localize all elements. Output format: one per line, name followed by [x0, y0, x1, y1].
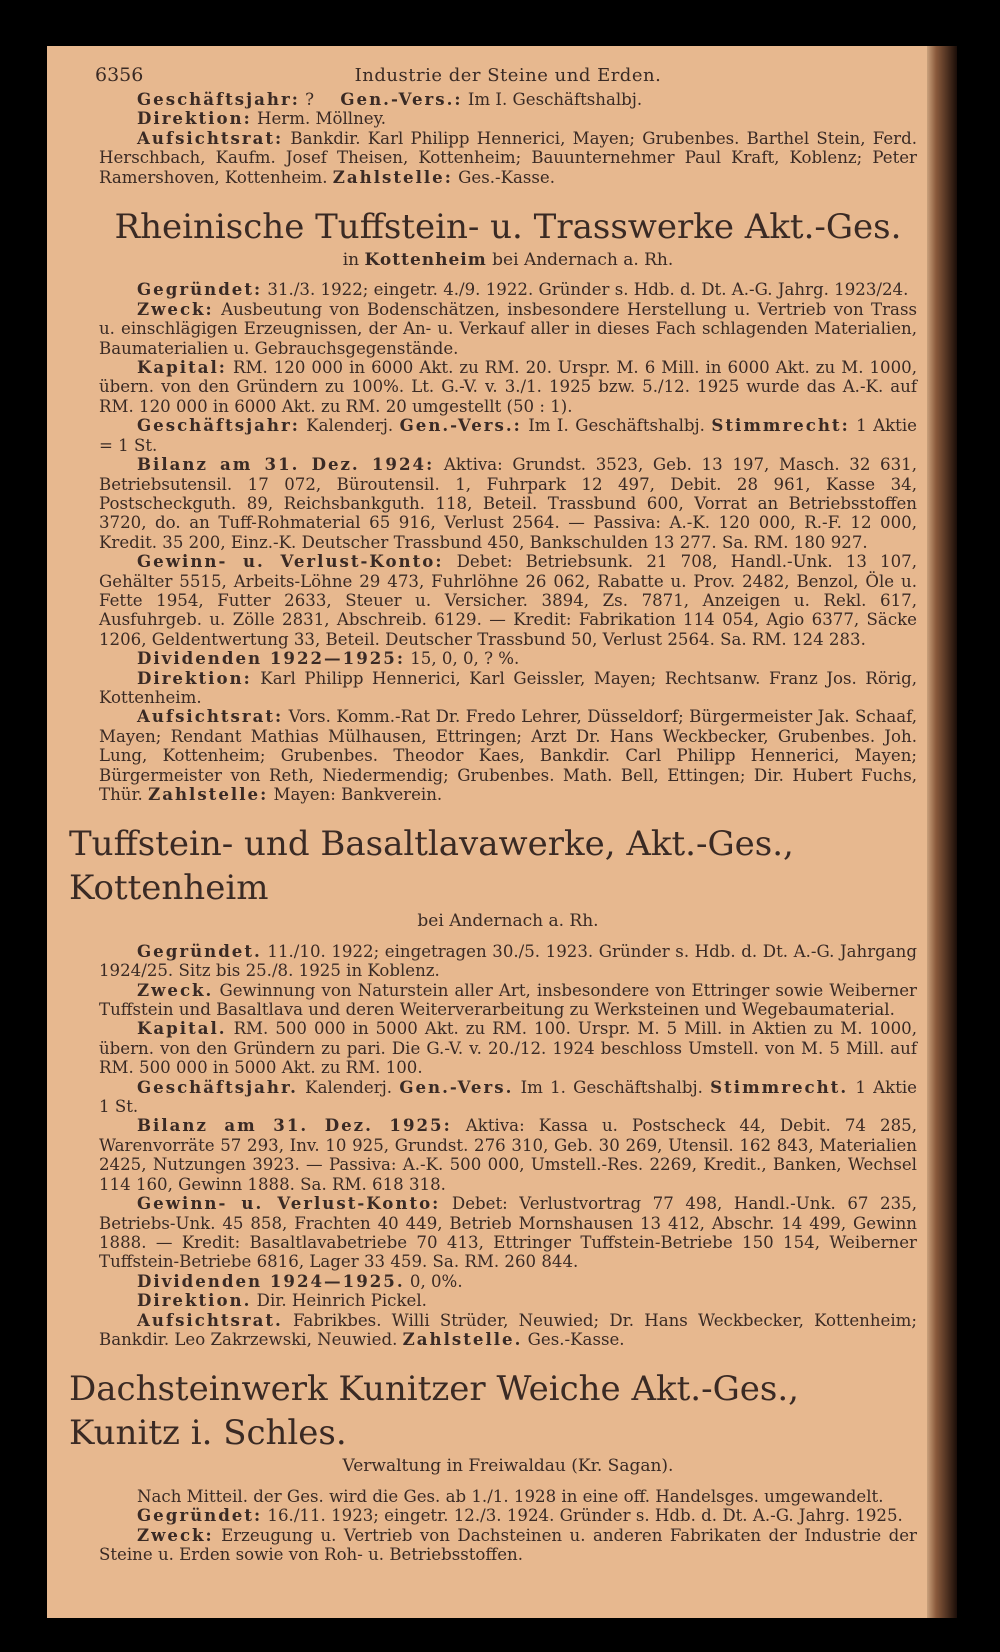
field-label: Direktion:	[137, 108, 252, 129]
field-text: Im I. Geschäftshalbj.	[462, 90, 643, 109]
entry-paragraph	[99, 942, 917, 981]
company-location	[99, 912, 917, 931]
entry-paragraph	[99, 1487, 917, 1506]
field-label: Gen.-Vers.:	[340, 89, 463, 109]
entry-paragraph	[99, 416, 917, 455]
entry-paragraph	[99, 300, 917, 358]
field-text: Ausbeutung von Bodenschätzen, insbesondere Herstellung u. Vertrieb von Trass u. einschlägigen Erzeugnissen, der An- u. Verkauf aller in dieses Fach schlagenden Materialien, Baumaterialien u. Gebrauchsgegenstände.	[99, 299, 917, 358]
field-text: Im 1. Geschäftshalbj.	[513, 1077, 711, 1097]
entry-paragraph	[99, 669, 917, 708]
field-label: Aufsichtsrat:	[137, 127, 284, 148]
field-text: 1 Aktie 1 St.	[99, 1077, 917, 1117]
field-text: Debet: Betriebsunk. 21 708, Handl.-Unk. 13 107, Gehälter 5515, Arbeits-Löhne 29 473, Fuhrlöhne 26 062, Rabatte u. Prov. 2482, Benzol, Öle u. Fette 1954, Futter 2633, Steuer u. Versicher. 3894, Zs. 7871, Anzeigen u. Rekl. 617, Ausfuhrgeb. u. Zölle 2831, Abschreib. 6129. — Kredit: Fabrikation 114 054, Agio 6377, Säcke 1206, Geldentwertung 33, Beteil. Deutscher Trassbund 50, Verlust 2564. Sa. RM. 124 283.	[99, 552, 917, 649]
field-label: Bilanz am 31. Dez. 1925:	[137, 1115, 452, 1136]
entry-paragraph	[99, 1311, 917, 1350]
field-label: Gegründet.	[137, 940, 262, 961]
field-text: 31./3. 1922; eingetr. 4./9. 1922. Gründer s. Hdb. d. Dt. A.-G. Jahrg. 1923/24.	[262, 280, 909, 300]
entry-paragraph	[99, 1194, 917, 1272]
entry-paragraph	[99, 1116, 917, 1194]
field-label: Aufsichtsrat.	[137, 1309, 283, 1330]
field-text: Ges.-Kasse.	[452, 167, 556, 187]
entry-paragraph	[99, 1019, 917, 1077]
prev-entry-line-1	[99, 90, 917, 109]
location-part: Kottenheim	[364, 250, 487, 271]
entry-paragraph	[99, 1506, 917, 1525]
field-text: Im I. Geschäftshalbj.	[521, 416, 712, 436]
location-part: bei Andernach a. Rh.	[486, 250, 674, 271]
field-label: Zahlstelle.	[402, 1328, 523, 1349]
field-label: Kapital:	[137, 357, 227, 378]
field-label: Stimmrecht:	[711, 415, 850, 436]
field-label: Zahlstelle:	[148, 784, 269, 804]
entry-paragraph	[99, 358, 917, 416]
field-text: Aktiva: Grundst. 3523, Geb. 13 197, Masch. 32 631, Betriebsutensil. 17 072, Büroutensil. 1, Fuhrpark 12 497, Debit. 28 961, Kasse 34, Postscheckguth. 89, Reichsbankguth. 118, Beteil. Trassbund 600, Vorrat an Betriebsstoffen 3720, do. an Tuff-Rohmaterial 65 916, Verlust 2564. — Passiva: A.-K. 120 000, R.-F. 12 000, Kredit. 35 200, Einz.-K. Deutscher Trassbund 450, Bankschulden 13 277. Sa. RM. 180 927.	[99, 455, 917, 552]
entry-paragraph	[99, 649, 917, 668]
field-label: Gegründet:	[137, 1505, 263, 1526]
field-text: Herm. Möllney.	[251, 109, 387, 129]
field-text: Karl Philipp Hennerici, Karl Geissler, Mayen; Rechtsanw. Franz Jos. Rörig, Kottenheim.	[99, 668, 917, 707]
page-edge-shadow	[927, 46, 957, 1618]
entry-paragraph	[99, 707, 917, 804]
field-label: Kapital.	[137, 1018, 227, 1039]
field-label: Zweck.	[137, 979, 214, 1000]
entry-paragraph	[99, 1078, 917, 1117]
field-label: Gewinn- u. Verlust-Konto:	[137, 551, 444, 572]
field-text: Erzeugung u. Vertrieb von Dachsteinen u. anderen Fabrikaten der Industrie der Steine u. Erden sowie von Roh- u. Betriebsstoffen.	[99, 1525, 917, 1564]
field-text: Mayen: Bankverein.	[268, 785, 443, 804]
field-text: 1 Aktie = 1 St.	[99, 416, 917, 455]
field-label: Geschäftsjahr:	[137, 89, 300, 109]
company-title: Dachsteinwerk Kunitzer Weiche Akt.-Ges., Kunitz i. Schles.	[69, 1369, 799, 1454]
field-label: Gewinn- u. Verlust-Konto:	[137, 1193, 441, 1214]
location-part: bei Andernach a. Rh.	[417, 911, 599, 932]
field-label: Gen.-Vers.	[399, 1076, 514, 1097]
field-label: Stimmrecht.	[710, 1076, 849, 1097]
field-text: Dir. Heinrich Pickel.	[251, 1291, 427, 1311]
field-label: Aufsichtsrat:	[137, 706, 284, 727]
location-part: Verwaltung in Freiwaldau (Kr. Sagan).	[342, 1456, 674, 1477]
field-text: 0, 0%.	[404, 1271, 463, 1291]
field-text: 16./11. 1923; eingetr. 12./3. 1924. Gründer s. Hdb. d. Dt. A.-G. Jahrg. 1925.	[262, 1506, 903, 1526]
entry-paragraph	[99, 455, 917, 552]
field-label: Geschäftsjahr.	[137, 1076, 298, 1097]
company-title: Rheinische Tuffstein- u. Trasswerke Akt.-Ges.	[114, 207, 902, 248]
field-label: Direktion.	[137, 1290, 252, 1311]
field-label: Direktion:	[137, 667, 252, 688]
field-label: Gen.-Vers.:	[399, 415, 522, 436]
field-label: Zweck:	[137, 1524, 214, 1545]
prev-entry-line-2	[99, 109, 917, 128]
field-label: Zweck:	[137, 298, 214, 319]
field-label: Dividenden 1922—1925:	[137, 648, 405, 669]
location-part: in	[342, 250, 365, 271]
field-text: Debet: Verlustvortrag 77 498, Handl.-Unk. 67 235, Betriebs-Unk. 45 858, Frachten 40 449, Betrieb Mornshausen 13 412, Abschr. 14 499, Gewinn 1888. — Kredit: Basaltlavabetriebe 70 413, Ettringer Tuffstein-Betriebe 150 154, Weiberner Tuffstein-Betriebe 6816, Lager 33 459. Sa. RM. 260 844.	[99, 1194, 917, 1272]
book-page	[47, 46, 927, 1618]
field-text: Kalenderj.	[299, 416, 400, 436]
field-text: Ges.-Kasse.	[522, 1329, 625, 1349]
field-text: Nach Mitteil. der Ges. wird die Ges. ab 1./1. 1928 in eine off. Handelsges. umgewandelt.	[137, 1486, 884, 1506]
field-text: ?	[299, 90, 320, 109]
field-text: Bankdir. Karl Philipp Hennerici, Mayen; Grubenbes. Barthel Stein, Ferd. Herschbach, Kaufm. Josef Theisen, Kottenheim; Bauunternehmer Paul Kraft, Koblenz; Peter Ramershoven, Kottenheim.	[99, 128, 917, 187]
field-label: Zahlstelle:	[332, 166, 453, 187]
entry-paragraph	[99, 1526, 917, 1565]
field-text: 15, 0, 0, ? %.	[404, 649, 520, 669]
field-text: 11./10. 1922; eingetragen 30./5. 1923. Gründer s. Hdb. d. Dt. A.-G. Jahrgang 1924/25. Sitz bis 25./8. 1925 in Koblenz.	[99, 941, 917, 981]
field-text: Fabrikbes. Willi Strüder, Neuwied; Dr. Hans Weckbecker, Kottenheim; Bankdir. Leo Zakrzewski, Neuwied.	[99, 1310, 917, 1349]
entry-paragraph	[99, 1291, 917, 1310]
page-number: 6356	[95, 64, 144, 86]
field-label: Gegründet:	[137, 279, 263, 300]
field-label: Dividenden 1924—1925.	[137, 1270, 405, 1291]
company-list	[69, 205, 917, 1564]
entry-paragraph	[99, 280, 917, 299]
company-title: Tuffstein- und Basaltlavawerke, Akt.-Ges., Kottenheim	[69, 824, 794, 909]
page-header	[95, 64, 917, 90]
company-location	[99, 1457, 917, 1476]
field-text: RM. 500 000 in 5000 Akt. zu RM. 100. Urspr. M. 5 Mill. in Aktien zu M. 1000, übern. von den Gründern zu pari. Die G.-V. v. 20./12. 1924 beschloss Umstell. von M. 5 Mill. auf RM. 500 000 in 5000 Akt. zu RM. 100.	[99, 1019, 917, 1078]
entry-paragraph	[99, 981, 917, 1020]
field-label: Bilanz am 31. Dez. 1924:	[137, 454, 435, 475]
field-text: Gewinnung von Naturstein aller Art, insbesondere von Ettringer sowie Weiberner Tuffstein und Basaltlava und deren Weiterverarbeitung zu Werksteinen und Wegebaumaterial.	[99, 980, 917, 1020]
field-text: Aktiva: Kassa u. Postscheck 44, Debit. 74 285, Warenvorräte 57 293, Inv. 10 925, Grundst. 276 310, Geb. 30 269, Utensil. 162 843, Materialien 2425, Nutzungen 3923. — Passiva: A.-K. 500 000, Umstell.-Res. 2269, Kredit., Banken, Wechsel 114 160, Gewinn 1888. Sa. RM. 618 318.	[99, 1116, 917, 1194]
running-title: Industrie der Steine und Erden.	[354, 65, 662, 86]
prev-entry-line-3	[99, 129, 917, 187]
entry-paragraph	[99, 1272, 917, 1291]
field-text: Vors. Komm.-Rat Dr. Fredo Lehrer, Düsseldorf; Bürgermeister Jak. Schaaf, Mayen; Rendant Mathias Mülhausen, Ettringen; Arzt Dr. Hans Weckbecker, Grubenbes. Joh. Lung, Kottenheim; Grubenbes. Theodor Kaes, Bankdir. Carl Philipp Hennerici, Mayen; Bürgermeister von Reth, Niedermendig; Grubenbes. Math. Bell, Ettingen; Dir. Hubert Fuchs, Thür.	[99, 707, 917, 804]
field-text: Kalenderj.	[297, 1077, 400, 1097]
company-location	[99, 251, 917, 270]
entry-paragraph	[99, 552, 917, 649]
field-text: RM. 120 000 in 6000 Akt. zu RM. 20. Urspr. M. 6 Mill. in 6000 Akt. zu M. 1000, übern. von den Gründern zu 100%. Lt. G.-V. v. 3./1. 1925 bzw. 5./12. 1925 wurde das A.-K. auf RM. 120 000 in 6000 Akt. zu RM. 20 umgestellt (50 : 1).	[99, 358, 917, 416]
page-content	[69, 64, 917, 1564]
field-label: Geschäftsjahr:	[137, 415, 300, 436]
